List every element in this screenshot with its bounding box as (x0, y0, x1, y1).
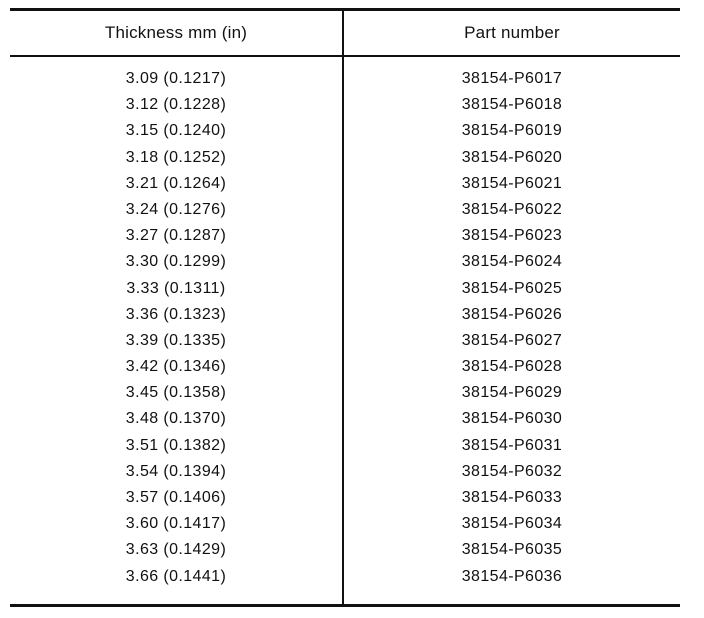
table-body (10, 66, 680, 590)
part-number-cell: 38154-P6020 (461, 148, 563, 166)
thickness-cell: 3.36 (0.1323) (125, 305, 227, 323)
thickness-cell: 3.63 (0.1429) (125, 541, 227, 559)
table-row (10, 118, 680, 144)
table-row (10, 66, 680, 92)
part-number-cell: 38154-P6031 (461, 436, 563, 454)
part-number-cell: 38154-P6018 (461, 96, 563, 114)
thickness-cell: 3.15 (0.1240) (125, 122, 227, 140)
table-row (10, 328, 680, 354)
thickness-cell: 3.60 (0.1417) (125, 515, 227, 533)
part-number-cell: 38154-P6035 (461, 541, 563, 559)
thickness-cell: 3.09 (0.1217) (125, 70, 227, 87)
table-bottom-rule (10, 604, 680, 607)
part-number-cell: 38154-P6036 (461, 567, 563, 585)
table-header-rule (10, 55, 680, 57)
thickness-cell: 3.24 (0.1276) (125, 200, 227, 218)
table-row (10, 145, 680, 171)
part-number-cell: 38154-P6027 (461, 331, 563, 349)
part-number-cell: 38154-P6032 (461, 462, 563, 480)
part-number-cell: 38154-P6019 (461, 122, 563, 140)
table-row (10, 564, 680, 590)
part-number-cell: 38154-P6028 (461, 358, 563, 376)
table-row (10, 171, 680, 197)
thickness-cell: 3.12 (0.1228) (125, 96, 227, 114)
table-row (10, 302, 680, 328)
thickness-cell: 3.39 (0.1335) (125, 331, 227, 349)
thickness-cell: 3.42 (0.1346) (125, 358, 227, 376)
part-number-cell: 38154-P6025 (461, 279, 563, 297)
part-number-cell: 38154-P6021 (461, 174, 563, 192)
thickness-cell: 3.48 (0.1370) (125, 410, 227, 428)
thickness-cell: 3.21 (0.1264) (125, 174, 227, 192)
part-number-cell: 38154-P6034 (461, 515, 563, 533)
part-number-cell: 38154-P6033 (461, 489, 563, 506)
table-header-row (10, 11, 680, 55)
table-row (10, 406, 680, 432)
thickness-cell: 3.54 (0.1394) (125, 462, 227, 480)
thickness-cell: 3.30 (0.1299) (125, 253, 227, 271)
table-row (10, 459, 680, 485)
part-number-cell: 38154-P6022 (461, 200, 563, 218)
table-row (10, 276, 680, 302)
table-row (10, 485, 680, 511)
thickness-part-table (10, 8, 680, 608)
part-number-cell: 38154-P6024 (461, 253, 563, 271)
thickness-cell: 3.66 (0.1441) (125, 567, 227, 585)
table-row (10, 223, 680, 249)
table-row (10, 537, 680, 563)
thickness-cell: 3.45 (0.1358) (125, 384, 227, 402)
table-row (10, 433, 680, 459)
thickness-cell: 3.33 (0.1311) (126, 279, 226, 297)
thickness-cell: 3.27 (0.1287) (125, 227, 227, 245)
table-row (10, 380, 680, 406)
table-row (10, 249, 680, 275)
table-row (10, 197, 680, 223)
header-part-number: Part number (464, 23, 560, 42)
thickness-cell: 3.51 (0.1382) (125, 436, 227, 454)
thickness-cell: 3.18 (0.1252) (125, 148, 227, 166)
part-number-cell: 38154-P6026 (461, 305, 563, 323)
table-row (10, 354, 680, 380)
part-number-cell: 38154-P6023 (461, 227, 563, 245)
table-row (10, 511, 680, 537)
part-number-cell: 38154-P6029 (461, 384, 563, 402)
part-number-cell: 38154-P6017 (461, 70, 563, 87)
table-row (10, 92, 680, 118)
thickness-cell: 3.57 (0.1406) (125, 489, 227, 506)
header-thickness: Thickness mm (in) (104, 23, 248, 42)
part-number-cell: 38154-P6030 (461, 410, 563, 428)
